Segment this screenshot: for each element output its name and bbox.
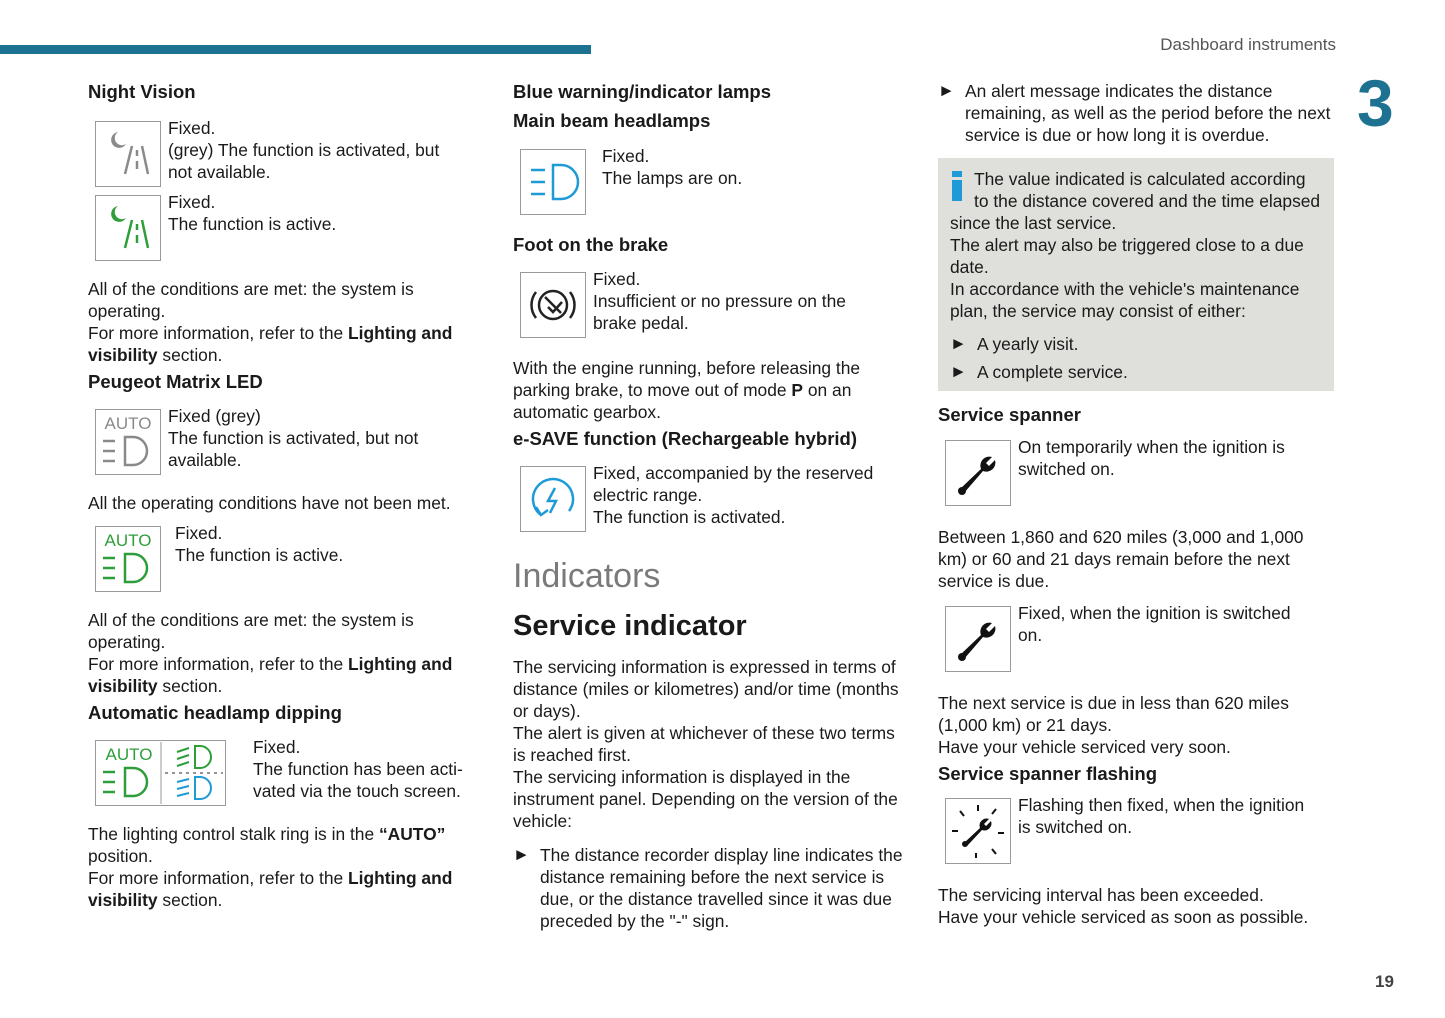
auto-dipping-heading: Automatic headlamp dipping bbox=[88, 702, 342, 723]
bullet-item bbox=[513, 844, 908, 932]
column-1 bbox=[88, 80, 483, 911]
svg-text:AUTO: AUTO bbox=[104, 531, 152, 550]
reference-paragraph: For more information, refer to the Lighting and visibility section. bbox=[88, 868, 453, 910]
bullet-item bbox=[938, 80, 1334, 146]
e-save-heading: e-SAVE function (Rechargeable hybrid) bbox=[513, 428, 858, 449]
paragraph: The servicing information is displayed in the instrument panel. Depending on the version of the vehicle: bbox=[513, 767, 898, 831]
paragraph: The next service is due in less than 620 miles (1,000 km) or 21 days. bbox=[938, 693, 1289, 735]
main-beam-icon bbox=[520, 149, 586, 215]
bullet-text: A complete service. bbox=[977, 362, 1128, 382]
auto-dipping-icon bbox=[95, 740, 226, 806]
paragraph: Between 1,860 and 620 miles (3,000 and 1,000 km) or 60 and 21 days remain before the next service is due. bbox=[938, 527, 1304, 591]
page-number: 19 bbox=[1375, 972, 1394, 991]
blue-lamps-heading: Blue warning/indicator lamps bbox=[513, 81, 772, 102]
service-spanner-flashing-icon bbox=[945, 798, 1011, 864]
service-spanner-icon bbox=[945, 440, 1011, 506]
auto-dipping-lamp bbox=[88, 737, 483, 806]
paragraph: With the engine running, before releasing the parking brake, to move out of mode P on an automatic gearbox. bbox=[513, 358, 861, 422]
bullet-text: The distance recorder display line indicates the distance remaining before the next service is due, or the distance travelled since it was due preceded by the "-" sign. bbox=[540, 845, 903, 931]
lamp-desc: vated via the touch screen. bbox=[253, 781, 461, 801]
indicators-title: Indicators bbox=[513, 557, 661, 595]
matrix-led-green-lamp bbox=[88, 523, 483, 592]
foot-brake-heading: Foot on the brake bbox=[513, 234, 669, 255]
paragraph: All of the conditions are met: the system is operating. bbox=[88, 610, 414, 652]
foot-brake-lamp bbox=[513, 269, 908, 338]
paragraph: All the operating conditions have not been met. bbox=[88, 493, 451, 513]
service-indicator-title: Service indicator bbox=[513, 610, 747, 642]
lamp-desc: Fixed (grey) bbox=[168, 406, 261, 426]
lamp-desc: The function is activated. bbox=[593, 507, 786, 527]
bullet-text: An alert message indicates the distance remaining, as well as the period before the next service is due or how long it is overdue. bbox=[965, 81, 1331, 145]
lamp-desc: Fixed. bbox=[168, 192, 216, 212]
svg-text:AUTO: AUTO bbox=[105, 745, 152, 764]
main-beam-heading: Main beam headlamps bbox=[513, 110, 711, 131]
svg-text:AUTO: AUTO bbox=[104, 414, 152, 433]
arrow-bullet-icon: ► bbox=[950, 362, 967, 381]
lamp-desc: The function is active. bbox=[175, 545, 344, 565]
column-3 bbox=[938, 80, 1334, 928]
night-vision-green-lamp bbox=[88, 192, 483, 261]
paragraph: The servicing information is expressed in terms of distance (miles or kilometres) and/or time (months or days). bbox=[513, 657, 899, 721]
info-text: The alert may also be triggered close to a due date. bbox=[950, 235, 1304, 277]
lamp-desc: The function has been acti- bbox=[253, 759, 463, 779]
night-vision-green-icon bbox=[95, 195, 161, 261]
matrix-led-grey-lamp bbox=[88, 406, 483, 475]
paragraph: The servicing interval has been exceeded. bbox=[938, 885, 1264, 905]
arrow-bullet-icon: ► bbox=[950, 334, 967, 353]
bullet-item bbox=[950, 333, 1322, 355]
lamp-desc: Insufficient or no pressure on the bbox=[593, 291, 846, 311]
lamp-desc: Fixed. bbox=[593, 269, 641, 289]
paragraph: Have your vehicle serviced very soon. bbox=[938, 737, 1231, 757]
info-text: The value indicated is calculated according to the distance covered and the time elapsed since the last service. bbox=[950, 169, 1321, 233]
running-header: Dashboard instruments bbox=[1160, 35, 1336, 54]
info-text: In accordance with the vehicle's maintenance plan, the service may consist of either: bbox=[950, 279, 1300, 321]
column-2 bbox=[513, 80, 908, 932]
service-spanner-heading: Service spanner bbox=[938, 404, 1081, 425]
service-spanner-flashing-lamp bbox=[938, 795, 1334, 864]
info-box bbox=[938, 158, 1334, 391]
foot-brake-icon bbox=[520, 272, 586, 338]
lamp-desc: Fixed. bbox=[175, 523, 223, 543]
bullet-text: A yearly visit. bbox=[977, 334, 1079, 354]
lamp-desc: on. bbox=[1018, 625, 1043, 645]
lamp-desc: Fixed. bbox=[602, 146, 650, 166]
info-icon bbox=[950, 171, 964, 201]
arrow-bullet-icon: ► bbox=[513, 845, 530, 864]
main-beam-lamp bbox=[513, 146, 908, 215]
chapter-number: 3 bbox=[1357, 66, 1394, 140]
night-vision-heading: Night Vision bbox=[88, 81, 196, 102]
lamp-desc: not available. bbox=[168, 162, 271, 182]
lamp-desc: Fixed. bbox=[253, 737, 301, 757]
lamp-desc: On temporarily when the ignition is bbox=[1018, 437, 1285, 457]
header-accent-bar bbox=[0, 45, 591, 54]
lamp-desc: Fixed, accompanied by the reserved bbox=[593, 463, 874, 483]
paragraph: Have your vehicle serviced as soon as possible. bbox=[938, 907, 1309, 927]
lamp-desc: switched on. bbox=[1018, 459, 1115, 479]
service-spanner-fixed-lamp bbox=[938, 603, 1334, 672]
lamp-desc: Flashing then fixed, when the ignition bbox=[1018, 795, 1305, 815]
reference-paragraph: For more information, refer to the Lighting and visibility section. bbox=[88, 654, 453, 696]
service-spanner-flashing-heading: Service spanner flashing bbox=[938, 763, 1158, 784]
lamp-desc: The function is active. bbox=[168, 214, 337, 234]
night-vision-grey-lamp bbox=[88, 118, 483, 187]
bullet-item bbox=[950, 361, 1322, 383]
lamp-desc: (grey) The function is activated, but bbox=[168, 140, 440, 160]
lamp-desc: Fixed, when the ignition is switched bbox=[1018, 603, 1291, 623]
service-spanner-icon bbox=[945, 606, 1011, 672]
paragraph: All of the conditions are met: the system is operating. bbox=[88, 279, 414, 321]
lamp-desc: The function is activated, but not bbox=[168, 428, 419, 448]
night-vision-grey-icon bbox=[95, 121, 161, 187]
matrix-led-grey-icon bbox=[95, 409, 161, 475]
lamp-desc: Fixed. bbox=[168, 118, 216, 138]
lamp-desc: available. bbox=[168, 450, 242, 470]
lamp-desc: brake pedal. bbox=[593, 313, 689, 333]
arrow-bullet-icon: ► bbox=[938, 81, 955, 100]
paragraph: The alert is given at whichever of these two terms is reached first. bbox=[513, 723, 895, 765]
matrix-led-heading: Peugeot Matrix LED bbox=[88, 371, 263, 392]
e-save-icon bbox=[520, 466, 586, 532]
lamp-desc: is switched on. bbox=[1018, 817, 1133, 837]
service-spanner-lamp bbox=[938, 437, 1334, 506]
matrix-led-green-icon bbox=[95, 526, 161, 592]
reference-paragraph: For more information, refer to the Lighting and visibility section. bbox=[88, 323, 453, 365]
lamp-desc: electric range. bbox=[593, 485, 703, 505]
paragraph: The lighting control stalk ring is in the “AUTO” position. bbox=[88, 824, 446, 866]
lamp-desc: The lamps are on. bbox=[602, 168, 743, 188]
e-save-lamp bbox=[513, 463, 908, 532]
